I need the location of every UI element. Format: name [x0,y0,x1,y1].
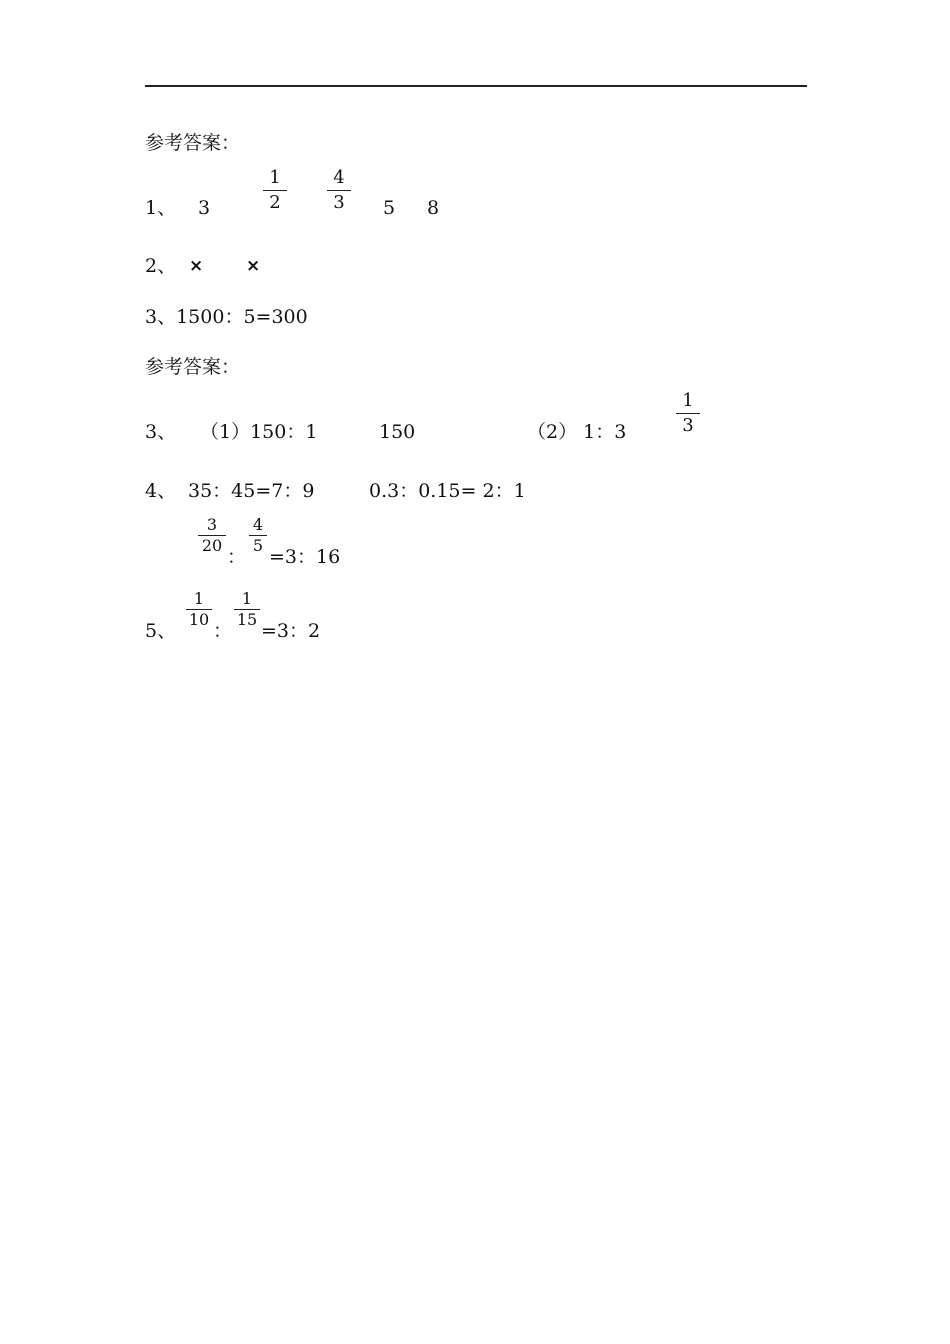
q5-result: =3：2 [261,620,321,642]
q5-fraction-2 [234,590,260,629]
q4-expression-2: 0.3：0.15= 2：1 [369,480,526,502]
denominator: 2 [269,192,281,213]
q1-answer-1: 3 [198,197,211,219]
q3b-part-1-value: 150 [379,421,416,443]
numerator: 4 [333,167,345,188]
q5-number: 5、 [145,620,177,642]
q4-expression-1: 35：45=7：9 [188,480,315,502]
q5-fraction-1 [186,590,212,629]
q4-fraction-1 [198,516,226,555]
q1-answer-4: 5 [383,197,396,219]
denominator: 10 [188,610,210,629]
q4-fraction-2 [249,516,267,555]
numerator: 1 [241,589,253,608]
fraction-bar [263,190,287,191]
answer-section-title: 参考答案： [145,132,241,154]
q1-fraction-2 [327,167,351,214]
q2-number: 2、 [145,255,177,277]
q3b-fraction [676,390,700,437]
denominator: 3 [682,415,694,436]
q1-fraction-1 [263,167,287,214]
q1-number: 1、 [145,197,177,219]
q4-result: =3：16 [269,546,341,568]
q1-answer-5: 8 [427,197,440,219]
wrong-mark-icon: × [189,256,204,276]
denominator: 3 [333,192,345,213]
q5-colon: ： [213,620,233,642]
denominator: 20 [201,536,223,555]
answer-section-title-2: 参考答案： [145,356,241,378]
wrong-mark-icon: × [246,256,261,276]
q3-answer: 3、1500：5=300 [145,306,308,328]
q4-colon: ： [227,546,247,568]
fraction-bar [327,190,351,191]
denominator: 15 [236,610,258,629]
q3b-part-1: （1）150：1 [200,421,318,443]
numerator: 1 [682,390,694,411]
numerator: 1 [193,589,205,608]
q3b-part-2: （2） 1：3 [527,421,627,443]
numerator: 1 [269,167,281,188]
numerator: 4 [252,515,264,534]
q3b-number: 3、 [145,421,177,443]
q4-number: 4、 [145,480,177,502]
denominator: 5 [252,536,264,555]
numerator: 3 [206,515,218,534]
fraction-bar [676,413,700,414]
header-rule [145,85,807,87]
